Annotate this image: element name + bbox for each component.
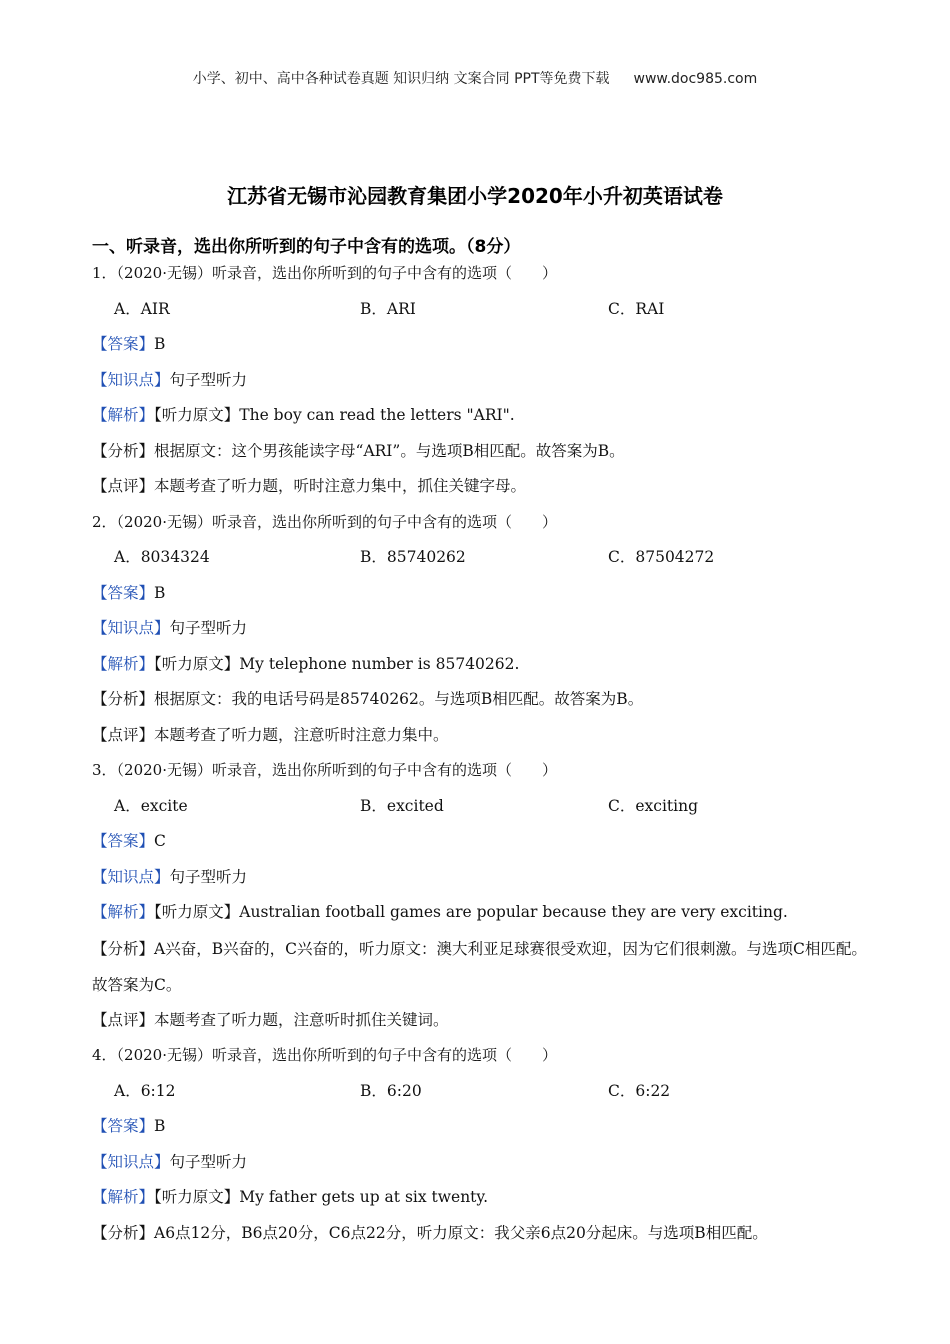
answer-label: 【答案】 — [92, 335, 155, 353]
option-a: A．AIR — [114, 299, 170, 318]
breakdown-value: 根据原文：我的电话号码是85740262。与选项B相匹配。故答案为B。 — [154, 690, 644, 708]
knowledge-value: 句子型听力 — [169, 370, 248, 389]
answer-line — [92, 327, 882, 363]
analysis-label: 【解析】 — [92, 1188, 155, 1206]
breakdown-line — [92, 1216, 882, 1252]
knowledge-line — [92, 1145, 882, 1181]
header-site-link[interactable]: www.doc985.com — [633, 71, 758, 87]
answer-label: 【答案】 — [92, 583, 155, 602]
answer-value: B — [154, 583, 166, 602]
analysis-label: 【解析】 — [92, 903, 155, 921]
option-c: C．exciting — [608, 796, 699, 815]
breakdown-value: 根据原文：这个男孩能读字母“ARI”。与选项B相匹配。故答案为B。 — [154, 441, 625, 460]
option-b: B．85740262 — [360, 548, 466, 566]
knowledge-value: 句子型听力 — [169, 867, 248, 886]
analysis-label: 【解析】 — [92, 654, 155, 673]
question-stem: 4．（2020·无锡）听录音，选出你所听到的句子中含有的选项（ ） — [92, 1046, 557, 1064]
header-text: 小学、初中、高中各种试卷真题 知识归纳 文案合同 PPT等免费下载 — [192, 71, 610, 87]
breakdown-line — [92, 682, 882, 718]
question-stem: 3．（2020·无锡）听录音，选出你所听到的句子中含有的选项（ ） — [92, 761, 557, 779]
comment-value: 本题考查了听力题，听时注意力集中，抓住关键字母。 — [154, 477, 527, 495]
knowledge-value: 句子型听力 — [169, 1152, 248, 1171]
question-stem: 2．（2020·无锡）听录音，选出你所听到的句子中含有的选项（ ） — [92, 512, 557, 531]
breakdown-value: A6点12分，B6点20分，C6点22分，听力原文：我父亲6点20分起床。与选项B相匹配。 — [154, 1223, 768, 1242]
answer-value: B — [154, 1117, 166, 1135]
question-1 — [92, 256, 882, 505]
knowledge-line — [92, 860, 882, 896]
section-heading: 一、听录音，选出你所听到的句子中含有的选项。（8分） — [92, 237, 521, 257]
option-c: C．6:22 — [608, 1081, 671, 1100]
knowledge-label: 【知识点】 — [92, 1152, 170, 1171]
answer-label: 【答案】 — [92, 832, 155, 850]
comment-label: 【点评】 — [92, 725, 155, 744]
analysis-line — [92, 1180, 882, 1216]
question-stem: 1．（2020·无锡）听录音，选出你所听到的句子中含有的选项（ ） — [92, 264, 557, 282]
knowledge-line — [92, 611, 882, 647]
answer-label: 【答案】 — [92, 1117, 155, 1135]
analysis-value: 【听力原文】The boy can read the letters "ARI". — [154, 406, 515, 424]
analysis-value: 【听力原文】Australian football games are popular because they are very exciting. — [154, 903, 788, 921]
option-row — [92, 292, 882, 328]
knowledge-label: 【知识点】 — [92, 370, 170, 389]
page-title: 江苏省无锡市沁园教育集团小学2020年小升初英语试卷 — [227, 184, 723, 208]
knowledge-line — [92, 363, 882, 399]
answer-line — [92, 824, 882, 860]
analysis-line — [92, 398, 882, 434]
comment-label: 【点评】 — [92, 1010, 155, 1029]
question-4 — [92, 1038, 882, 1251]
analysis-value: 【听力原文】My father gets up at six twenty. — [154, 1188, 489, 1206]
breakdown-label: 【分析】 — [92, 441, 155, 460]
comment-line — [92, 718, 882, 754]
analysis-label: 【解析】 — [92, 406, 155, 424]
option-a: A．6:12 — [114, 1081, 176, 1100]
analysis-value: 【听力原文】My telephone number is 85740262. — [154, 654, 520, 673]
comment-value: 本题考查了听力题，注意听时注意力集中。 — [154, 725, 449, 744]
knowledge-value: 句子型听力 — [169, 619, 248, 637]
knowledge-label: 【知识点】 — [92, 619, 170, 637]
knowledge-label: 【知识点】 — [92, 867, 170, 886]
option-a: A．excite — [114, 796, 188, 815]
breakdown-line — [92, 434, 882, 470]
question-2 — [92, 505, 882, 754]
page-header — [0, 68, 950, 88]
answer-value: C — [154, 832, 166, 850]
breakdown-label: 【分析】 — [92, 939, 155, 958]
option-c: C．87504272 — [608, 548, 715, 566]
breakdown-label: 【分析】 — [92, 1223, 155, 1242]
comment-line — [92, 469, 882, 505]
comment-label: 【点评】 — [92, 477, 155, 495]
analysis-line — [92, 895, 882, 931]
comment-value: 本题考查了听力题，注意听时抓住关键词。 — [154, 1010, 449, 1029]
analysis-line — [92, 647, 882, 683]
option-row — [92, 540, 882, 576]
answer-line — [92, 1109, 882, 1145]
answer-value: B — [154, 335, 166, 353]
comment-line — [92, 1003, 882, 1039]
option-c: C．RAI — [608, 299, 665, 318]
breakdown-value: A兴奋，B兴奋的，C兴奋的，听力原文：澳大利亚足球赛很受欢迎，因为它们很刺激。与选项C相匹配。故答案为C。 — [92, 939, 867, 994]
breakdown-line — [92, 931, 882, 1003]
answer-line — [92, 576, 882, 612]
breakdown-label: 【分析】 — [92, 690, 155, 708]
option-row — [92, 1074, 882, 1110]
option-b: B．excited — [360, 796, 444, 815]
option-b: B．6:20 — [360, 1081, 422, 1100]
option-a: A．8034324 — [114, 548, 210, 566]
questions-list — [92, 256, 882, 1251]
option-b: B．ARI — [360, 299, 416, 318]
option-row — [92, 789, 882, 825]
question-3 — [92, 753, 882, 1038]
